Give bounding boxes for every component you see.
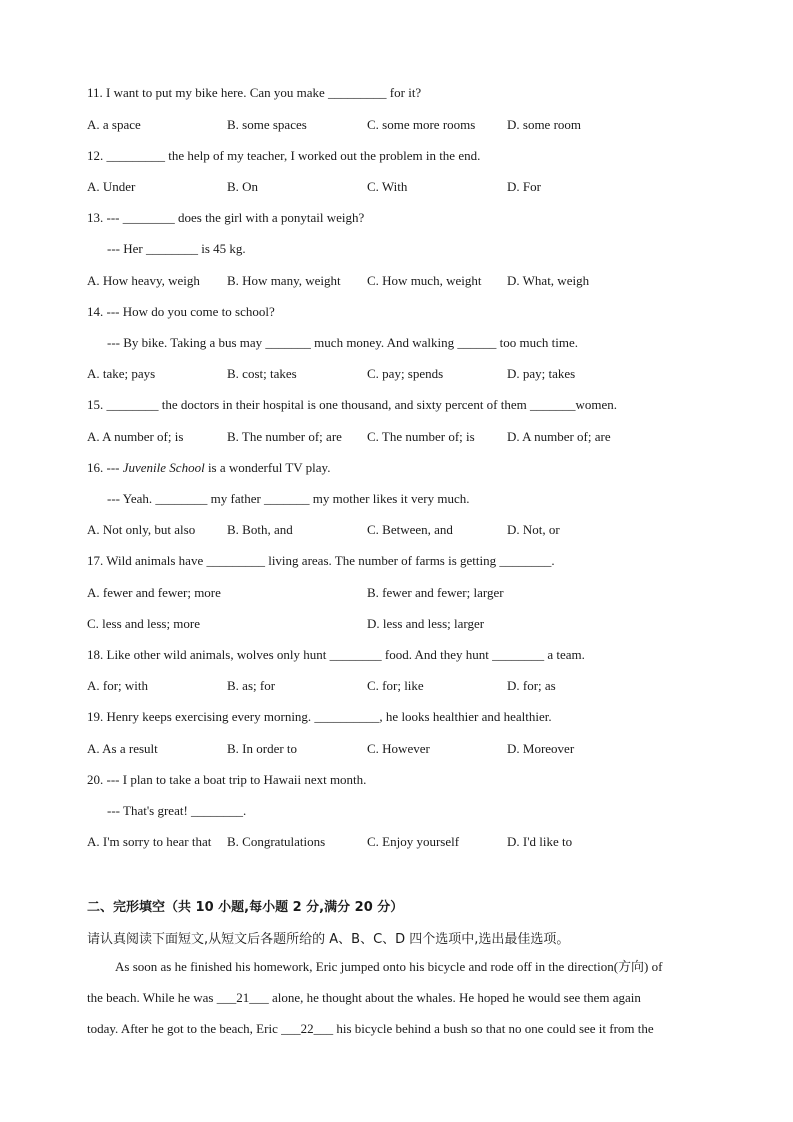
q16-option-d: D. Not, or: [507, 522, 560, 537]
q14-option-c: C. pay; spends: [367, 366, 444, 381]
q16-option-a: A. Not only, but also: [87, 522, 196, 537]
q13-option-d: D. What, weigh: [507, 273, 590, 288]
question-20-reply: --- That's great! ________.: [107, 803, 247, 818]
passage-line-1: As soon as he finished his homework, Eric jumped onto his bicycle and rode off in the direction(方向) of: [115, 959, 663, 974]
q14-option-d: D. pay; takes: [507, 366, 576, 381]
q13-option-c: C. How much, weight: [367, 273, 482, 288]
q14-option-a: A. take; pays: [87, 366, 156, 381]
question-15-stem: 15. ________ the doctors in their hospital is one thousand, and sixty percent of them _______women.: [87, 397, 618, 412]
question-13-reply: --- Her ________ is 45 kg.: [107, 241, 246, 256]
question-12-stem: 12. _________ the help of my teacher, I worked out the problem in the end.: [87, 148, 481, 163]
question-18-stem: 18. Like other wild animals, wolves only hunt ________ food. And they hunt ________ a team.: [87, 647, 585, 662]
q19-option-b: B. In order to: [227, 741, 298, 756]
question-11-stem: 11. I want to put my bike here. Can you make _________ for it?: [87, 85, 422, 100]
q16-option-c: C. Between, and: [367, 522, 453, 537]
q18-option-a: A. for; with: [87, 678, 149, 693]
q17-option-c: C. less and less; more: [87, 616, 201, 631]
q14-option-b: B. cost; takes: [227, 366, 297, 381]
q16-play-title: Juvenile School: [122, 460, 205, 475]
q19-option-d: D. Moreover: [507, 741, 575, 756]
q15-option-c: C. The number of; is: [367, 429, 475, 444]
q16-prefix: 16. ---: [87, 460, 123, 475]
q17-option-a: A. fewer and fewer; more: [87, 585, 221, 600]
q11-option-a: A. a space: [87, 117, 141, 132]
question-13-stem: 13. --- ________ does the girl with a ponytail weigh?: [87, 210, 365, 225]
q20-option-d: D. I'd like to: [507, 834, 573, 849]
q15-option-b: B. The number of; are: [227, 429, 342, 444]
q13-option-a: A. How heavy, weigh: [87, 273, 200, 288]
q11-option-c: C. some more rooms: [367, 117, 476, 132]
question-14-reply: --- By bike. Taking a bus may _______ much money. And walking ______ too much time.: [107, 335, 579, 350]
q16-suffix: is a wonderful TV play.: [204, 460, 331, 475]
q17-option-d: D. less and less; larger: [367, 616, 485, 631]
q12-option-d: D. For: [507, 179, 541, 194]
q20-option-a: A. I'm sorry to hear that: [87, 834, 212, 849]
question-16-stem: [87, 460, 330, 476]
q12-option-b: B. On: [227, 179, 259, 194]
q13-option-b: B. How many, weight: [227, 273, 341, 288]
passage-line-3: today. After he got to the beach, Eric ___22___ his bicycle behind a bush so that no one could see it from the: [87, 1021, 654, 1036]
question-20-stem: 20. --- I plan to take a boat trip to Hawaii next month.: [87, 772, 367, 787]
q17-option-b: B. fewer and fewer; larger: [367, 585, 504, 600]
question-19-stem: 19. Henry keeps exercising every morning. __________, he looks healthier and healthier.: [87, 709, 552, 724]
q18-option-d: D. for; as: [507, 678, 556, 693]
q15-option-a: A. A number of; is: [87, 429, 184, 444]
question-14-stem: 14. --- How do you come to school?: [87, 304, 275, 319]
q18-option-c: C. for; like: [367, 678, 424, 693]
section-instruction: 请认真阅读下面短文,从短文后各题所给的 A、B、C、D 四个选项中,选出最佳选项。: [87, 932, 570, 947]
q20-option-b: B. Congratulations: [227, 834, 326, 849]
q20-option-c: C. Enjoy yourself: [367, 834, 460, 849]
q16-option-b: B. Both, and: [227, 522, 293, 537]
q11-option-b: B. some spaces: [227, 117, 307, 132]
question-16-reply: --- Yeah. ________ my father _______ my mother likes it very much.: [107, 491, 470, 506]
q12-option-c: C. With: [367, 179, 408, 194]
section-title: 二、完形填空（共 10 小题,每小题 2 分,满分 20 分）: [87, 900, 404, 915]
passage-line-2: the beach. While he was ___21___ alone, he thought about the whales. He hoped he would see them again: [87, 990, 641, 1005]
q15-option-d: D. A number of; are: [507, 429, 611, 444]
q12-option-a: A. Under: [87, 179, 136, 194]
q18-option-b: B. as; for: [227, 678, 276, 693]
q19-option-a: A. As a result: [87, 741, 158, 756]
q19-option-c: C. However: [367, 741, 430, 756]
q11-option-d: D. some room: [507, 117, 582, 132]
question-17-stem: 17. Wild animals have _________ living areas. The number of farms is getting ________.: [87, 553, 555, 568]
